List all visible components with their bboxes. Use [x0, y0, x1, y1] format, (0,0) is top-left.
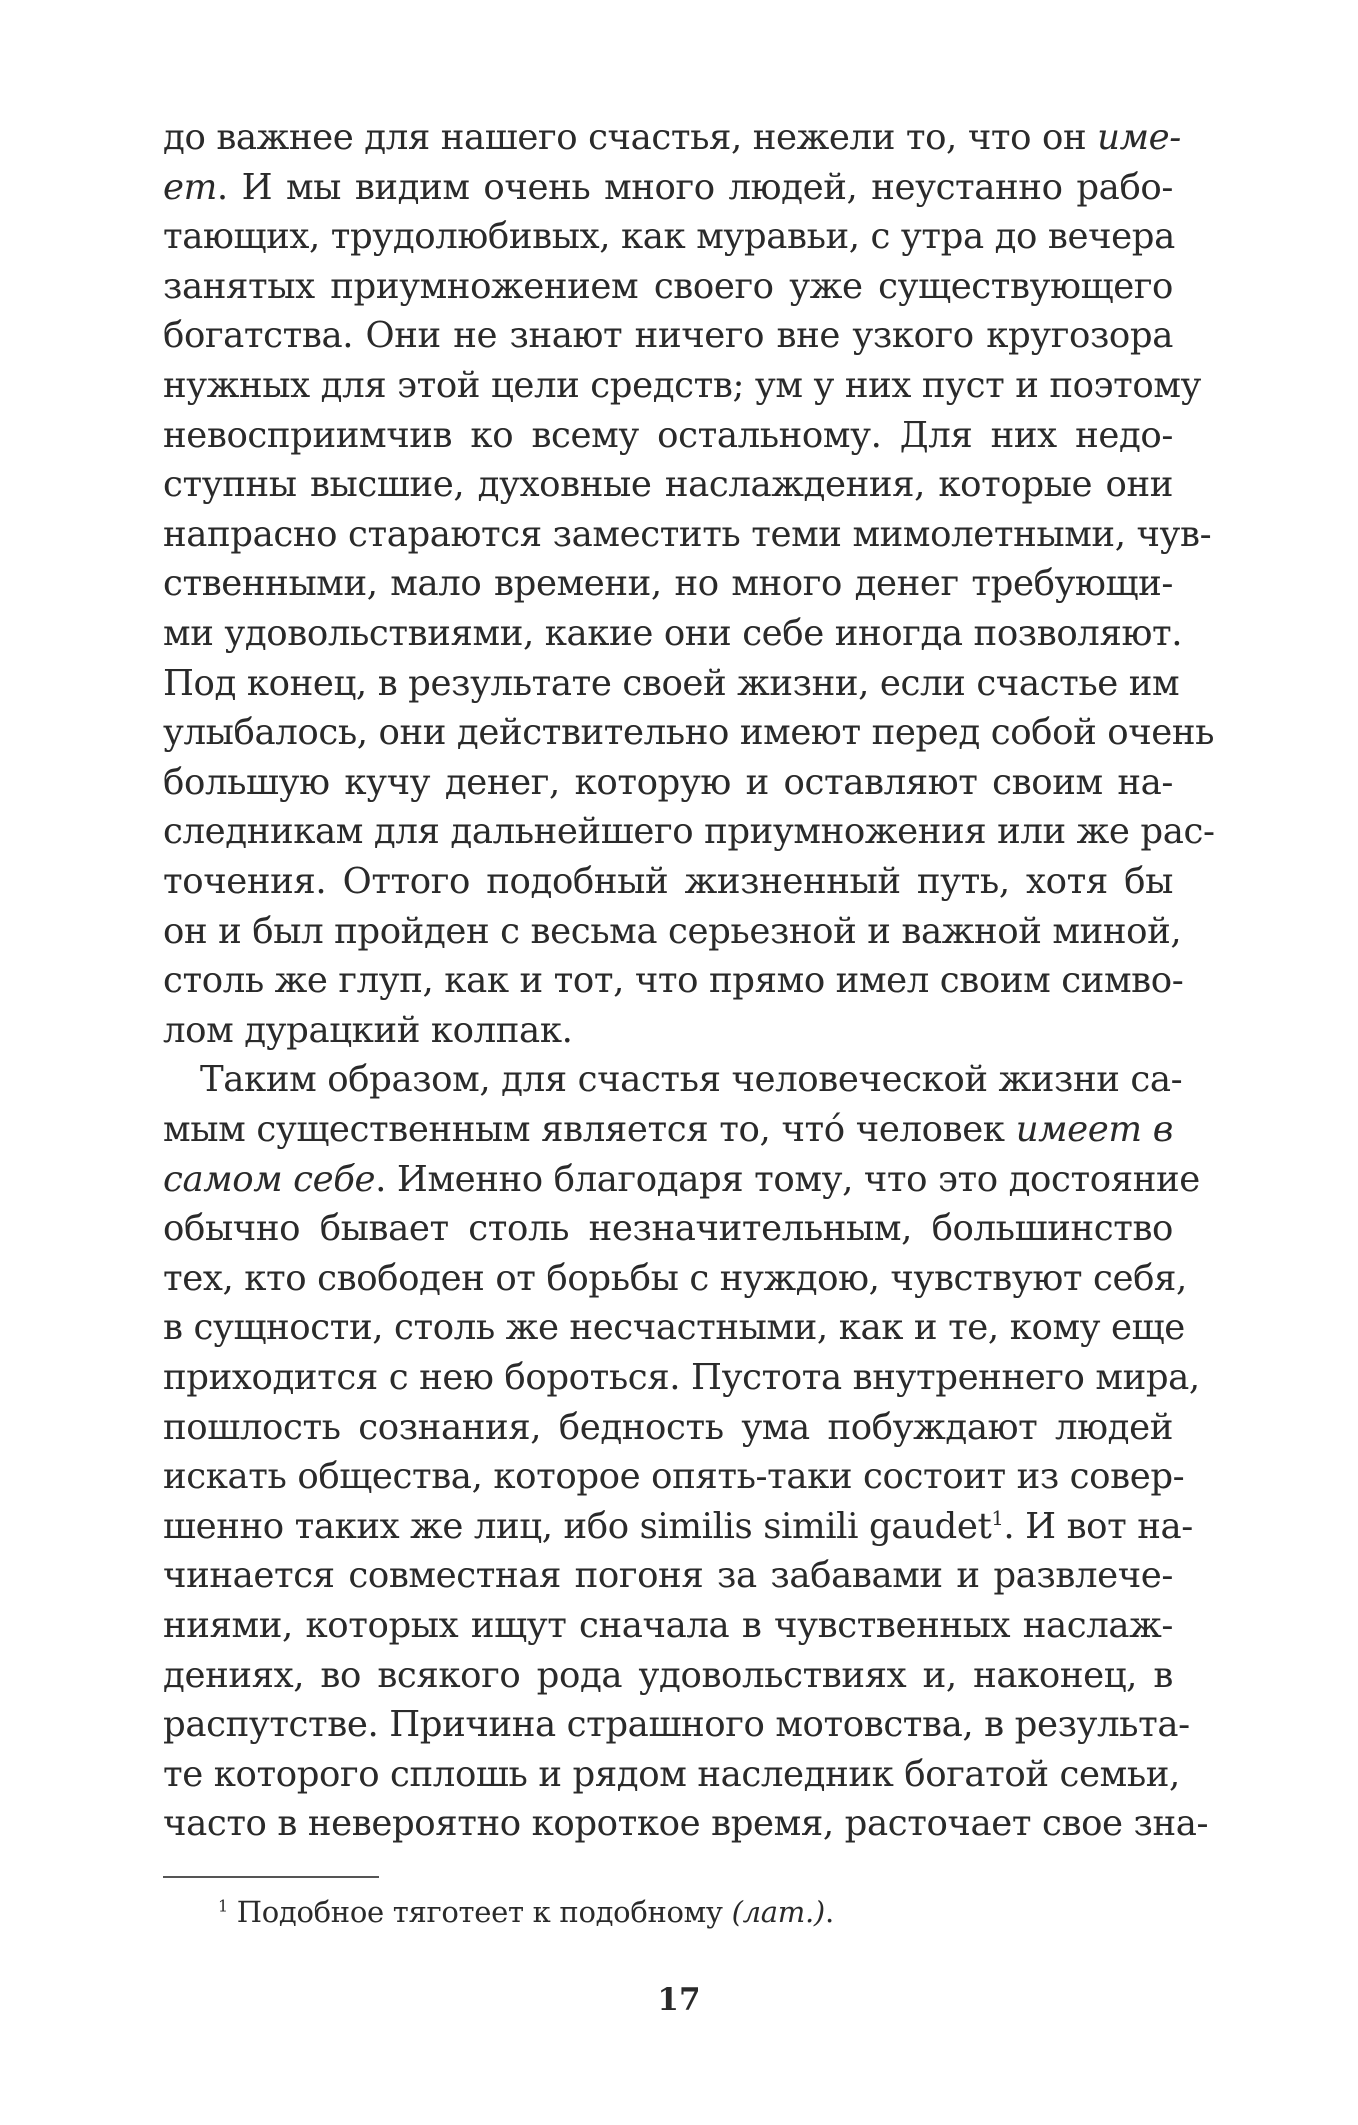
text-line: столь же глуп, как и тот, что прямо имел своим симво-: [163, 960, 1184, 1002]
text-line: занятых приумножением своего уже существующего: [163, 265, 1173, 307]
text-line: чинается совместная погоня за забавами и развлече-: [163, 1555, 1173, 1597]
text-line: он и был пройден с весьма серьезной и важной миной,: [163, 910, 1182, 952]
text-line: следникам для дальнейшего приумножения или же рас-: [163, 811, 1215, 853]
text-line: лом дурацкий колпак.: [163, 1009, 573, 1051]
text-line: ступны высшие, духовные наслаждения, которые они: [163, 464, 1173, 506]
text-line: богатства. Они не знают ничего вне узкого кругозора: [163, 315, 1173, 357]
page-number: 17: [657, 1982, 701, 2018]
text-line: ет. И мы видим очень много людей, неустанно рабо-: [163, 166, 1173, 208]
text-line: самом себе. Именно благодаря тому, что это достояние: [163, 1158, 1200, 1200]
text-line: мым существенным является то, чтó человек имеет в: [163, 1109, 1174, 1150]
text-line: ниями, которых ищут сначала в чувственных наслаж-: [163, 1605, 1173, 1646]
text-line: дениях, во всякого рода удовольствиях и, наконец, в: [163, 1654, 1173, 1696]
text-line: невосприимчив ко всему остальному. Для них недо-: [163, 414, 1173, 456]
text-line: искать общества, которое опять-таки состоит из совер-: [163, 1456, 1185, 1498]
text-line: ми удовольствиями, какие они себе иногда позволяют.: [163, 613, 1183, 654]
text-line: шенно таких же лиц, ибо similis simili gaudet$^1$. И вот на-: [163, 1505, 1193, 1547]
footnote: $^1$ Подобное тяготеет к подобному (лат.).: [218, 1895, 834, 1929]
text-line: улыбалось, они действительно имеют перед собой очень: [163, 712, 1215, 754]
text-line: до важнее для нашего счастья, нежели то, что он име-: [163, 117, 1181, 158]
text-line: обычно бывает столь незначительным, большинство: [163, 1208, 1173, 1250]
text-line: те которого сплошь и рядом наследник богатой семьи,: [163, 1753, 1180, 1795]
text-line: нужных для этой цели средств; ум у них пуст и поэтому: [163, 365, 1202, 406]
text-line: распутстве. Причина страшного мотовства, в результа-: [163, 1704, 1190, 1746]
text-line: тех, кто свободен от борьбы с нуждою, чувствуют себя,: [163, 1257, 1187, 1299]
text-line: напрасно стараются заместить теми мимолетными, чув-: [163, 513, 1212, 555]
footnote-divider: [163, 1876, 379, 1878]
text-line: точения. Оттого подобный жизненный путь, хотя бы: [163, 861, 1173, 902]
paragraph-first-line: Таким образом, для счастья человеческой жизни са-: [200, 1059, 1183, 1101]
footnote-number: 1: [218, 1896, 228, 1916]
text-line: Под конец, в результате своей жизни, если счастье им: [163, 662, 1180, 704]
text-line: пошлость сознания, бедность ума побуждают людей: [163, 1406, 1173, 1448]
text-line: приходится с нею бороться. Пустота внутреннего мира,: [163, 1357, 1200, 1398]
footnote-marker[interactable]: 1: [991, 1506, 1004, 1530]
text-line: тающих, трудолюбивых, как муравьи, с утра до вечера: [163, 216, 1175, 258]
text-line: часто в невероятно короткое время, расточает свое зна-: [163, 1803, 1209, 1845]
text-line: ственными, мало времени, но много денег требующи-: [163, 563, 1173, 605]
text-line: большую кучу денег, которую и оставляют своим на-: [163, 761, 1173, 803]
text-line: в сущности, столь же несчастными, как и те, кому еще: [163, 1307, 1185, 1349]
